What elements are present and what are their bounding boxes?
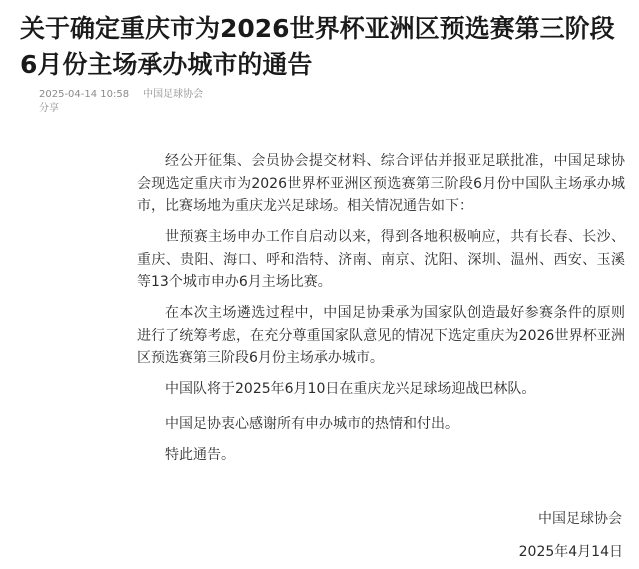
paragraph-thanks: 中国足协衷心感谢所有申办城市的热情和付出。	[165, 416, 459, 432]
publish-date: 2025-04-14 10:58	[39, 89, 130, 100]
share-button[interactable]: 分享	[39, 103, 59, 114]
signature-organization: 中国足球协会	[538, 511, 622, 527]
article-meta	[39, 88, 203, 102]
paragraph-match: 中国队将于2025年6月10日在重庆龙兴足球场迎战巴林队。	[165, 381, 536, 397]
signature-date: 2025年4月14日	[518, 544, 623, 560]
paragraph-closing: 特此通告。	[165, 447, 235, 463]
paragraph-selection: 在本次主场遴选过程中，中国足协秉承为国家队创造最好参赛条件的原则进行了统筹考虑，在充分尊重国家队意见的情况下选定重庆为2026世界杯亚洲区预选赛第三阶段6月份主场承办城市。	[137, 305, 625, 366]
paragraph-intro: 经公开征集、会员协会提交材料、综合评估并报亚足联批准，中国足球协会现选定重庆市为2026世界杯亚洲区预选赛第三阶段6月份中国队主场承办城市，比赛场地为重庆龙兴足球场。相关情况通告如下：	[137, 153, 625, 214]
paragraph-bid-cities: 世预赛主场申办工作自启动以来，得到各地积极响应，共有长春、长沙、重庆、贵阳、海口、呼和浩特、济南、南京、沈阳、深圳、温州、西安、玉溪等13个城市申办6月主场比赛。	[137, 229, 625, 290]
article-source-link[interactable]: 中国足球协会	[143, 89, 204, 100]
article-title: 关于确定重庆市为2026世界杯亚洲区预选赛第三阶段6月份主场承办城市的通告	[20, 14, 615, 79]
